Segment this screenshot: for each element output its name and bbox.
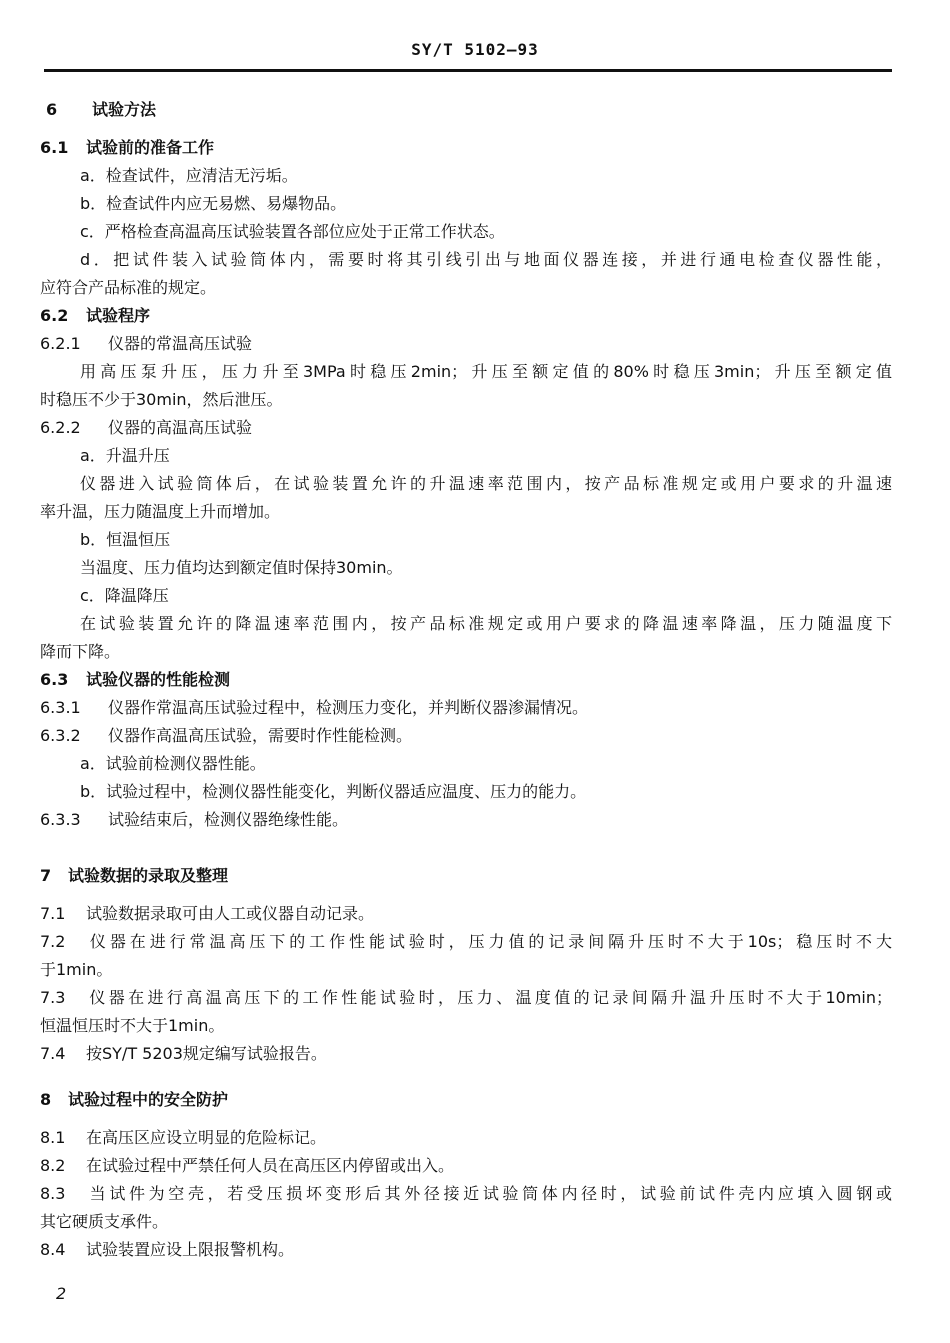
section-7-heading xyxy=(40,862,892,890)
clause-8-4 xyxy=(40,1236,892,1264)
item-6-2-2-a: a．升温升压 xyxy=(80,446,170,465)
item-6-1-d-line1: d．把试件装入试验筒体内，需要时将其引线引出与地面仪器连接，并进行通电检查仪器性能， xyxy=(80,250,892,269)
clause-text: 当试件为空壳，若受压损坏变形后其外径接近试验筒体内径时，试验前试件壳内应填入圆钢或 xyxy=(86,1184,892,1203)
section-6-2-heading xyxy=(40,302,892,330)
section-number: 6.3.1 xyxy=(40,698,81,717)
clause-7-1 xyxy=(40,900,892,928)
clause-text: 仪器作常温高压试验过程中，检测压力变化，并判断仪器渗漏情况。 xyxy=(108,698,589,717)
clause-text: 按SY/T 5203规定编写试验报告。 xyxy=(86,1044,327,1063)
item-6-3-2-b: b．试验过程中，检测仪器性能变化，判断仪器适应温度、压力的能力。 xyxy=(80,782,587,801)
section-number: 6.3.2 xyxy=(40,726,81,745)
section-6-heading xyxy=(46,96,892,124)
clause-6-3-2 xyxy=(40,722,892,750)
clause-text: 试验数据录取可由人工或仪器自动记录。 xyxy=(86,904,375,923)
clause-8-3 xyxy=(40,1180,892,1208)
section-number: 6.1 xyxy=(40,138,69,157)
section-6-2-1-heading xyxy=(40,330,892,358)
section-number: 7.4 xyxy=(40,1044,66,1063)
section-number: 7.3 xyxy=(40,988,66,1007)
clause-7-3 xyxy=(40,984,892,1012)
clause-text: 试验结束后，检测仪器绝缘性能。 xyxy=(108,810,349,829)
section-number: 8.3 xyxy=(40,1184,66,1203)
clause-8-1 xyxy=(40,1124,892,1152)
page-number: 2 xyxy=(56,1284,67,1303)
clause-text: 仪器在进行高温高压下的工作性能试验时，压力、温度值的记录间隔升温升压时不大于10min； xyxy=(86,988,892,1007)
section-number: 7.1 xyxy=(40,904,66,923)
item-6-1-b: b．检查试件内应无易燃、易爆物品。 xyxy=(80,194,347,213)
paragraph-6-2-2-c-line2: 降而下降。 xyxy=(40,642,121,661)
clause-text: 仪器在进行常温高压下的工作性能试验时，压力值的记录间隔升压时不大于10s；稳压时不大 xyxy=(86,932,892,951)
clause-text: 在高压区应设立明显的危险标记。 xyxy=(86,1128,327,1147)
section-number: 8.1 xyxy=(40,1128,66,1147)
section-number: 8.2 xyxy=(40,1156,66,1175)
section-number: 6.3.3 xyxy=(40,810,81,829)
section-title: 试验前的准备工作 xyxy=(86,138,215,157)
clause-8-3-cont: 其它硬质支承件。 xyxy=(40,1212,169,1231)
item-6-2-2-c: c．降温降压 xyxy=(80,586,169,605)
clause-6-3-1 xyxy=(40,694,892,722)
section-title: 仪器的高温高压试验 xyxy=(108,418,253,437)
item-6-1-a: a．检查试件，应清洁无污垢。 xyxy=(80,166,298,185)
paragraph-6-2-2-a-line1: 仪器进入试验筒体后，在试验装置允许的升温速率范围内，按产品标准规定或用户要求的升温速 xyxy=(80,474,892,493)
item-6-1-d-line2: 应符合产品标准的规定。 xyxy=(40,278,217,297)
clause-7-2 xyxy=(40,928,892,956)
section-number: 6.2.1 xyxy=(40,334,81,353)
section-title: 仪器的常温高压试验 xyxy=(108,334,253,353)
section-number: 7 xyxy=(40,866,52,885)
clause-8-2 xyxy=(40,1152,892,1180)
clause-7-2-cont: 于1min。 xyxy=(40,960,113,979)
clause-7-3-cont: 恒温恒压时不大于1min。 xyxy=(40,1016,225,1035)
item-6-3-2-a: a．试验前检测仪器性能。 xyxy=(80,754,266,773)
paragraph-6-2-2-b-line1: 当温度、压力值均达到额定值时保持30min。 xyxy=(80,558,403,577)
clause-text: 在试验过程中严禁任何人员在高压区内停留或出入。 xyxy=(86,1156,455,1175)
section-6-2-2-heading xyxy=(40,414,892,442)
section-6-3-heading xyxy=(40,666,892,694)
paragraph-6-2-2-c-line1: 在试验装置允许的降温速率范围内，按产品标准规定或用户要求的降温速率降温，压力随温度下 xyxy=(80,614,892,633)
section-6-1-heading xyxy=(40,134,892,162)
document-body xyxy=(40,96,892,1264)
section-number: 6.2 xyxy=(40,306,69,325)
section-number: 6.3 xyxy=(40,670,69,689)
paragraph-6-2-2-a-line2: 率升温，压力随温度上升而增加。 xyxy=(40,502,281,521)
clause-text: 试验装置应设上限报警机构。 xyxy=(86,1240,295,1259)
section-number: 6 xyxy=(46,100,58,119)
item-6-1-c: c．严格检查高温高压试验装置各部位应处于正常工作状态。 xyxy=(80,222,505,241)
paragraph-6-2-1-line1: 用高压泵升压，压力升至3MPa时稳压2min；升压至额定值的80%时稳压3min；升压至额定值 xyxy=(80,362,892,381)
header-rule xyxy=(44,69,892,72)
section-8-heading xyxy=(40,1086,892,1114)
clause-6-3-3 xyxy=(40,806,892,834)
section-number: 7.2 xyxy=(40,932,66,951)
standard-code-header: SY/T 5102—93 xyxy=(411,40,539,59)
section-title: 试验仪器的性能检测 xyxy=(86,670,231,689)
section-number: 8.4 xyxy=(40,1240,66,1259)
section-title: 试验过程中的安全防护 xyxy=(68,1090,229,1109)
paragraph-6-2-1-line2: 时稳压不少于30min，然后泄压。 xyxy=(40,390,283,409)
section-number: 8 xyxy=(40,1090,52,1109)
section-title: 试验程序 xyxy=(86,306,151,325)
section-title: 试验方法 xyxy=(92,100,157,119)
item-6-2-2-b: b．恒温恒压 xyxy=(80,530,171,549)
section-title: 试验数据的录取及整理 xyxy=(68,866,229,885)
section-number: 6.2.2 xyxy=(40,418,81,437)
clause-7-4 xyxy=(40,1040,892,1068)
clause-text: 仪器作高温高压试验，需要时作性能检测。 xyxy=(108,726,413,745)
